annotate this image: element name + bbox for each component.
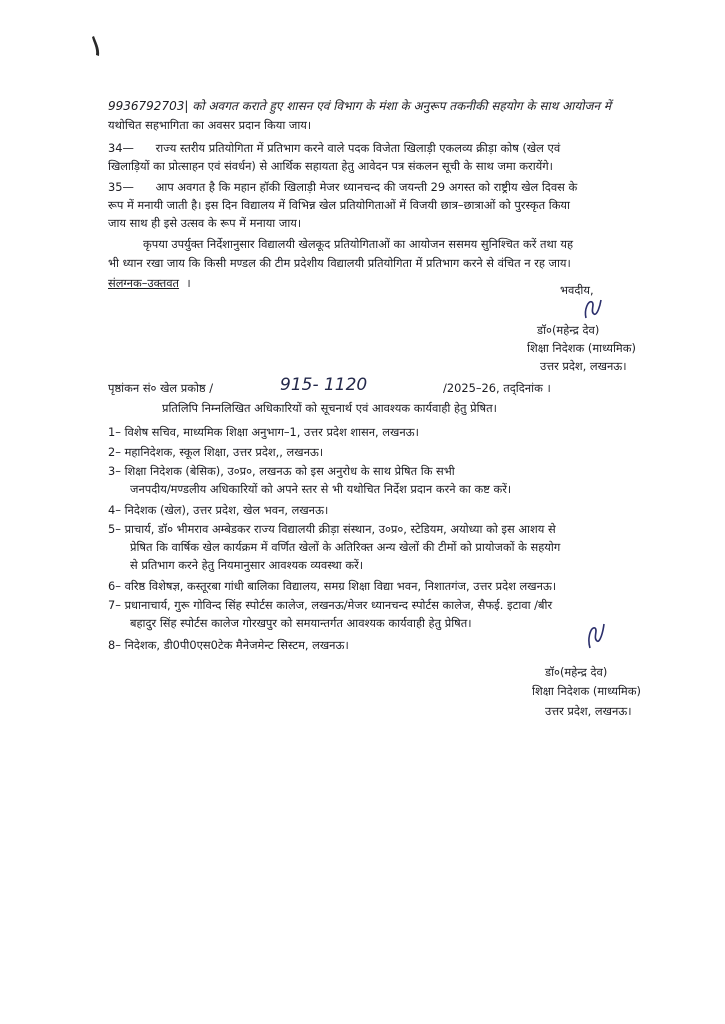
signatory-designation-2: शिक्षा निदेशक (माध्यमिक) — [532, 684, 641, 698]
para34-line1 — [108, 141, 560, 155]
copy-item-4: 4– निदेशक (खेल), उत्तर प्रदेश, खेल भवन, लखनऊ। — [108, 503, 329, 517]
copy-item-5-line2: प्रेषित कि वार्षिक खेल कार्यक्रम में वर्णित खेलों के अतिरिक्त अन्य खेलों की टीमों को प्रायोजकों के सहयोग — [130, 540, 561, 554]
copy-item-7-line1: 7– प्रधानाचार्य, गुरू गोविन्द सिंह स्पोर्टस कालेज, लखनऊ/मेजर ध्यानचन्द स्पोर्टस कालेज, सैफई. इटावा /बीर — [108, 598, 553, 612]
copy-item-6: 6– वरिष्ठ विशेषज्ञ, कस्तूरबा गांधी बालिका विद्यालय, समग्र शिक्षा विद्या भवन, निशातगंज, उत्तर प्रदेश लखनऊ। — [108, 579, 557, 593]
request-line2: भी ध्यान रखा जाय कि किसी मण्डल की टीम प्रदेशीय विद्यालयी प्रतियोगिता में प्रतिभाग करने से वंचित न रह जाय। — [108, 256, 571, 270]
closing-text: भवदीय, — [560, 283, 594, 297]
endorsement-ref-prefix: पृष्ठांकन सं० खेल प्रकोष्ठ / — [108, 381, 214, 395]
signatory-place-1: उत्तर प्रदेश, लखनऊ। — [540, 359, 627, 373]
top-para-line1-text: | को अवगत कराते हुए शासन एवं विभाग के मंशा के अनुरूप तकनीकी सहयोग के साथ आयोजन में — [184, 99, 611, 113]
endorsement-intro: प्रतिलिपि निम्नलिखित अधिकारियों को सूचनार्थ एवं आवश्यक कार्यवाही हेतु प्रेषित। — [162, 401, 497, 415]
copy-item-1: 1– विशेष सचिव, माध्यमिक शिक्षा अनुभाग–1, उत्तर प्रदेश शासन, लखनऊ। — [108, 425, 419, 439]
para35-number: 35— — [108, 180, 134, 194]
phone-number: 9936792703 — [108, 99, 185, 113]
copy-item-3-line2: जनपदीय/मण्डलीय अधिकारियों को अपने स्तर से भी यथोचित निर्देश प्रदान करने का कष्ट करें। — [130, 482, 512, 496]
signatory-name-2: डॉ०(महेन्द्र देव) — [545, 665, 608, 679]
copy-item-5-line1: 5– प्राचार्य, डॉ० भीमराव अम्बेडकर राज्य विद्यालयी क्रीड़ा संस्थान, उ०प्र०, स्टेडियम, अयोध्या को इस आशय से — [108, 522, 556, 536]
punch-mark — [90, 34, 104, 58]
copy-item-8: 8– निदेशक, डी0पी0एस0टेक मैनेजमेन्ट सिस्टम, लखनऊ। — [108, 638, 349, 652]
signature-1 — [580, 296, 606, 322]
signatory-name-1: डॉ०(महेन्द्र देव) — [537, 323, 600, 337]
para35-line3: जाय साथ ही इसे उत्सव के रूप में मनाया जाय। — [108, 216, 302, 230]
endorsement-ref-suffix: /2025–26, तद्‌दिनांक । — [443, 381, 551, 395]
signatory-designation-1: शिक्षा निदेशक (माध्यमिक) — [527, 341, 636, 355]
endorsement-ref-number: 915- 1120 — [280, 375, 368, 395]
para34-line2: खिलाड़ियों का प्रोत्साहन एवं संवर्धन) से आर्थिक सहायता हेतु आवेदन पत्र संकलन सूची के साथ जमा करायेंगे। — [108, 159, 553, 173]
para34-number: 34— — [108, 141, 134, 155]
copy-item-3-line1: 3– शिक्षा निदेशक (बेसिक), उ०प्र०, लखनऊ को इस अनुरोध के साथ प्रेषित कि सभी — [108, 464, 455, 478]
top-para-line2: यथोचित सहभागिता का अवसर प्रदान किया जाय। — [108, 118, 312, 132]
copy-item-7-line2: बहादुर सिंह स्पोर्टस कालेज गोरखपुर को समयान्तर्गत आवश्यक कार्यवाही हेतु प्रेषित। — [130, 616, 472, 630]
copy-item-2: 2– महानिदेशक, स्कूल शिक्षा, उत्तर प्रदेश,, लखनऊ। — [108, 445, 324, 459]
para35-line1-text: आप अवगत है कि महान हॉकी खिलाड़ी मेजर ध्यानचन्द की जयन्ती 29 अगस्त को राष्ट्रीय खेल दिवस के — [155, 180, 578, 194]
enclosure-line — [108, 276, 191, 290]
enclosure-suffix: । — [186, 276, 191, 290]
enclosure-label: संलग्नक–उक्तवत — [108, 276, 180, 290]
signatory-place-2: उत्तर प्रदेश, लखनऊ। — [545, 704, 632, 718]
request-line1: कृपया उपर्युक्त निर्देशानुसार विद्यालयी खेलकूद प्रतियोगिताओं का आयोजन ससमय सुनिश्चित करें तथा यह — [143, 237, 574, 251]
para35-line2: रूप में मनायी जाती है। इस दिन विद्यालय में विभिन्न खेल प्रतियोगिताओं में विजयी छात्र–छात्राओं को पुरस्कृत किया — [108, 198, 570, 212]
signature-2 — [582, 620, 610, 652]
para35-line1 — [108, 180, 577, 194]
copy-item-5-line3: से प्रतिभाग करने हेतु नियमानुसार आवश्यक व्यवस्था करें। — [130, 558, 364, 572]
top-para-line1 — [108, 99, 611, 113]
para34-line1-text: राज्य स्तरीय प्रतियोगिता में प्रतिभाग करने वाले पदक विजेता खिलाड़ी एकलव्य क्रीड़ा कोष (खेल एवं — [155, 141, 561, 155]
